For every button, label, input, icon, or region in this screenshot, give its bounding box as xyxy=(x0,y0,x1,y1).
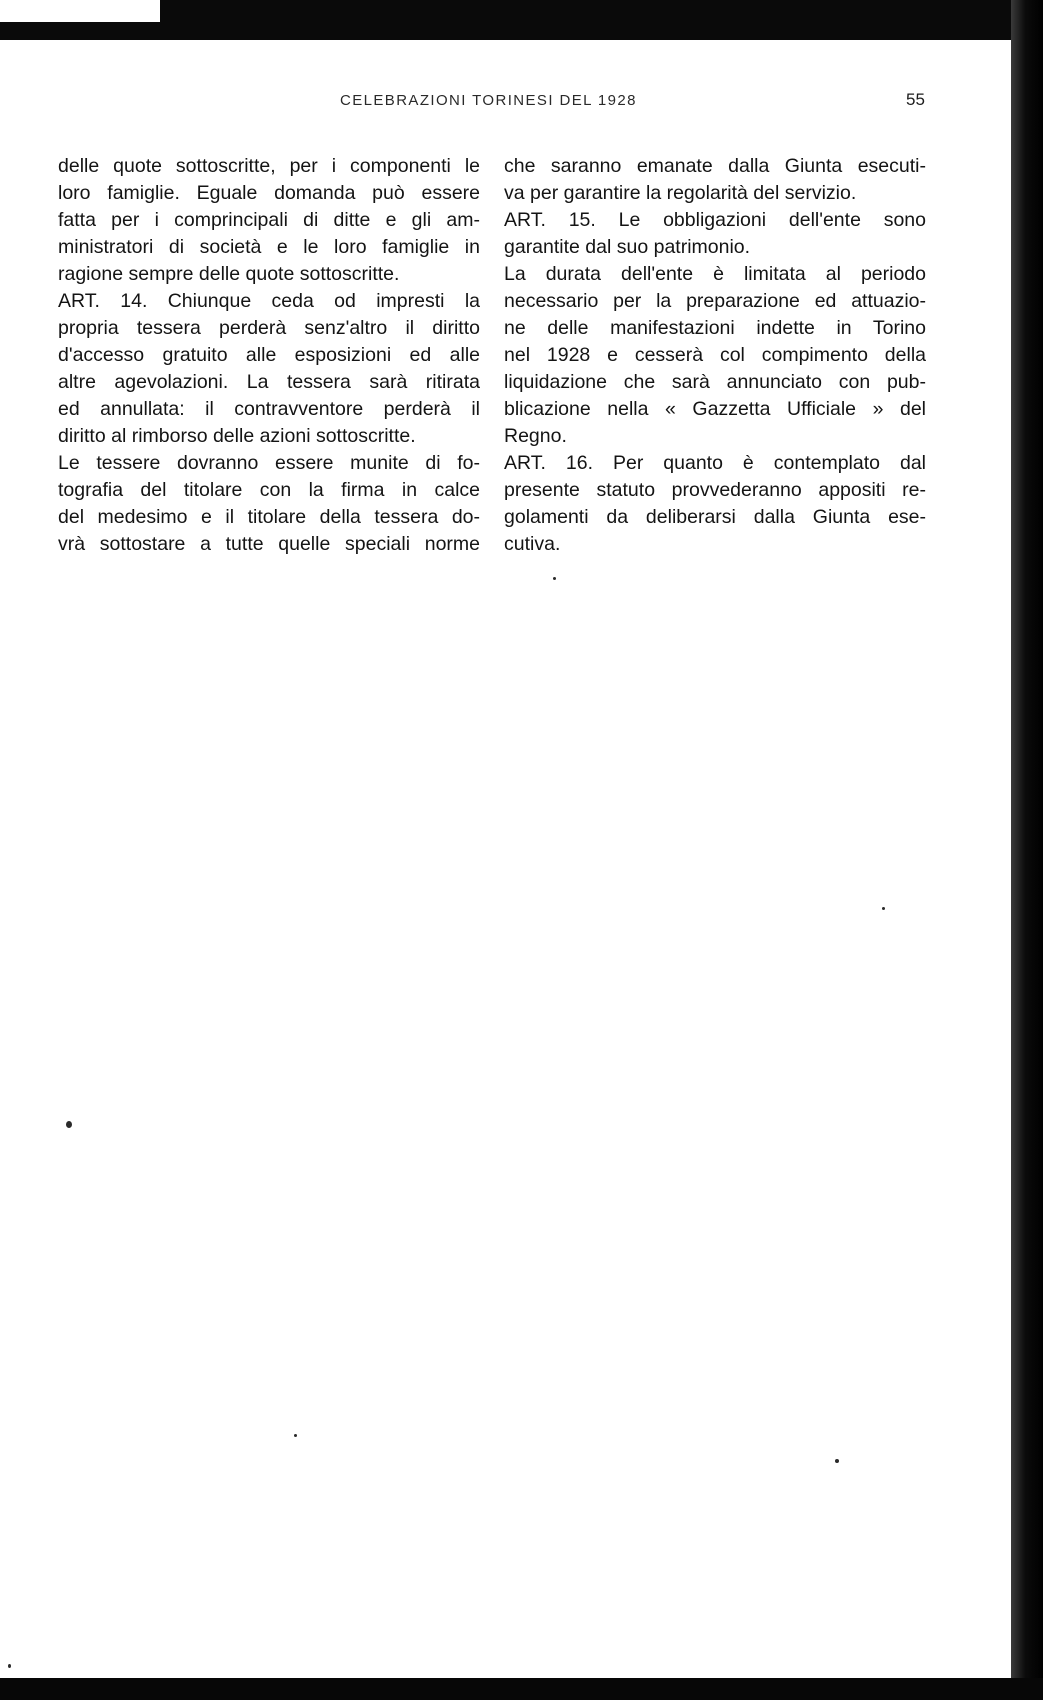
scan-border-notch xyxy=(0,0,160,22)
text-line: cutiva. xyxy=(504,533,561,555)
scan-speck xyxy=(8,1664,11,1668)
text-line: d'accesso gratuito alle esposizioni ed alle xyxy=(58,344,480,366)
scan-speck xyxy=(882,907,885,910)
scan-border-bottom xyxy=(0,1678,1043,1700)
page-number: 55 xyxy=(906,90,925,109)
text-line: ministratori di società e le loro famiglie in xyxy=(58,236,480,258)
text-line: propria tessera perderà senz'altro il diritto xyxy=(58,317,480,339)
text-line: diritto al rimborso delle azioni sottoscritte. xyxy=(58,425,416,447)
text-line: ne delle manifestazioni indette in Torino xyxy=(504,317,926,339)
text-line: necessario per la preparazione ed attuazio- xyxy=(504,290,926,312)
text-line: altre agevolazioni. La tessera sarà ritirata xyxy=(58,371,480,393)
text-line: del medesimo e il titolare della tessera do- xyxy=(58,506,480,528)
text-line: vrà sottostare a tutte quelle speciali norme xyxy=(58,533,480,555)
text-line: che saranno emanate dalla Giunta esecuti- xyxy=(504,155,926,177)
text-line: loro famiglie. Eguale domanda può essere xyxy=(58,182,480,204)
scan-speck xyxy=(835,1459,839,1463)
text-line: garantite dal suo patrimonio. xyxy=(504,236,751,258)
scan-border-right xyxy=(1011,0,1043,1700)
text-line: Regno. xyxy=(504,425,567,447)
text-line: blicazione nella « Gazzetta Ufficiale » del xyxy=(504,398,926,420)
text-line: fatta per i comprincipali di ditte e gli am- xyxy=(58,209,480,231)
scan-speck xyxy=(294,1434,297,1437)
text-line: La durata dell'ente è limitata al periodo xyxy=(504,263,926,285)
running-title: CELEBRAZIONI TORINESI DEL 1928 xyxy=(340,92,637,109)
text-line: presente statuto provvederanno appositi re- xyxy=(504,479,926,501)
text-line: va per garantire la regolarità del servizio. xyxy=(504,182,857,204)
scan-speck xyxy=(66,1121,72,1128)
text-line: delle quote sottoscritte, per i componenti le xyxy=(58,155,480,177)
text-line: golamenti da deliberarsi dalla Giunta ese- xyxy=(504,506,926,528)
text-line: liquidazione che sarà annunciato con pub- xyxy=(504,371,926,393)
article-14-heading-line: ART. 14. Chiunque ceda od impresti la xyxy=(58,290,480,312)
text-line: nel 1928 e cesserà col compimento della xyxy=(504,344,926,366)
left-text-column xyxy=(58,153,480,558)
text-line: Le tessere dovranno essere munite di fo- xyxy=(58,452,480,474)
scan-speck xyxy=(553,577,556,580)
text-line: ed annullata: il contravventore perderà il xyxy=(58,398,480,420)
text-line: tografia del titolare con la firma in calce xyxy=(58,479,480,501)
right-text-column xyxy=(504,153,926,558)
article-15-heading-line: ART. 15. Le obbligazioni dell'ente sono xyxy=(504,209,926,231)
article-16-heading-line: ART. 16. Per quanto è contemplato dal xyxy=(504,452,926,474)
text-line: ragione sempre delle quote sottoscritte. xyxy=(58,263,400,285)
